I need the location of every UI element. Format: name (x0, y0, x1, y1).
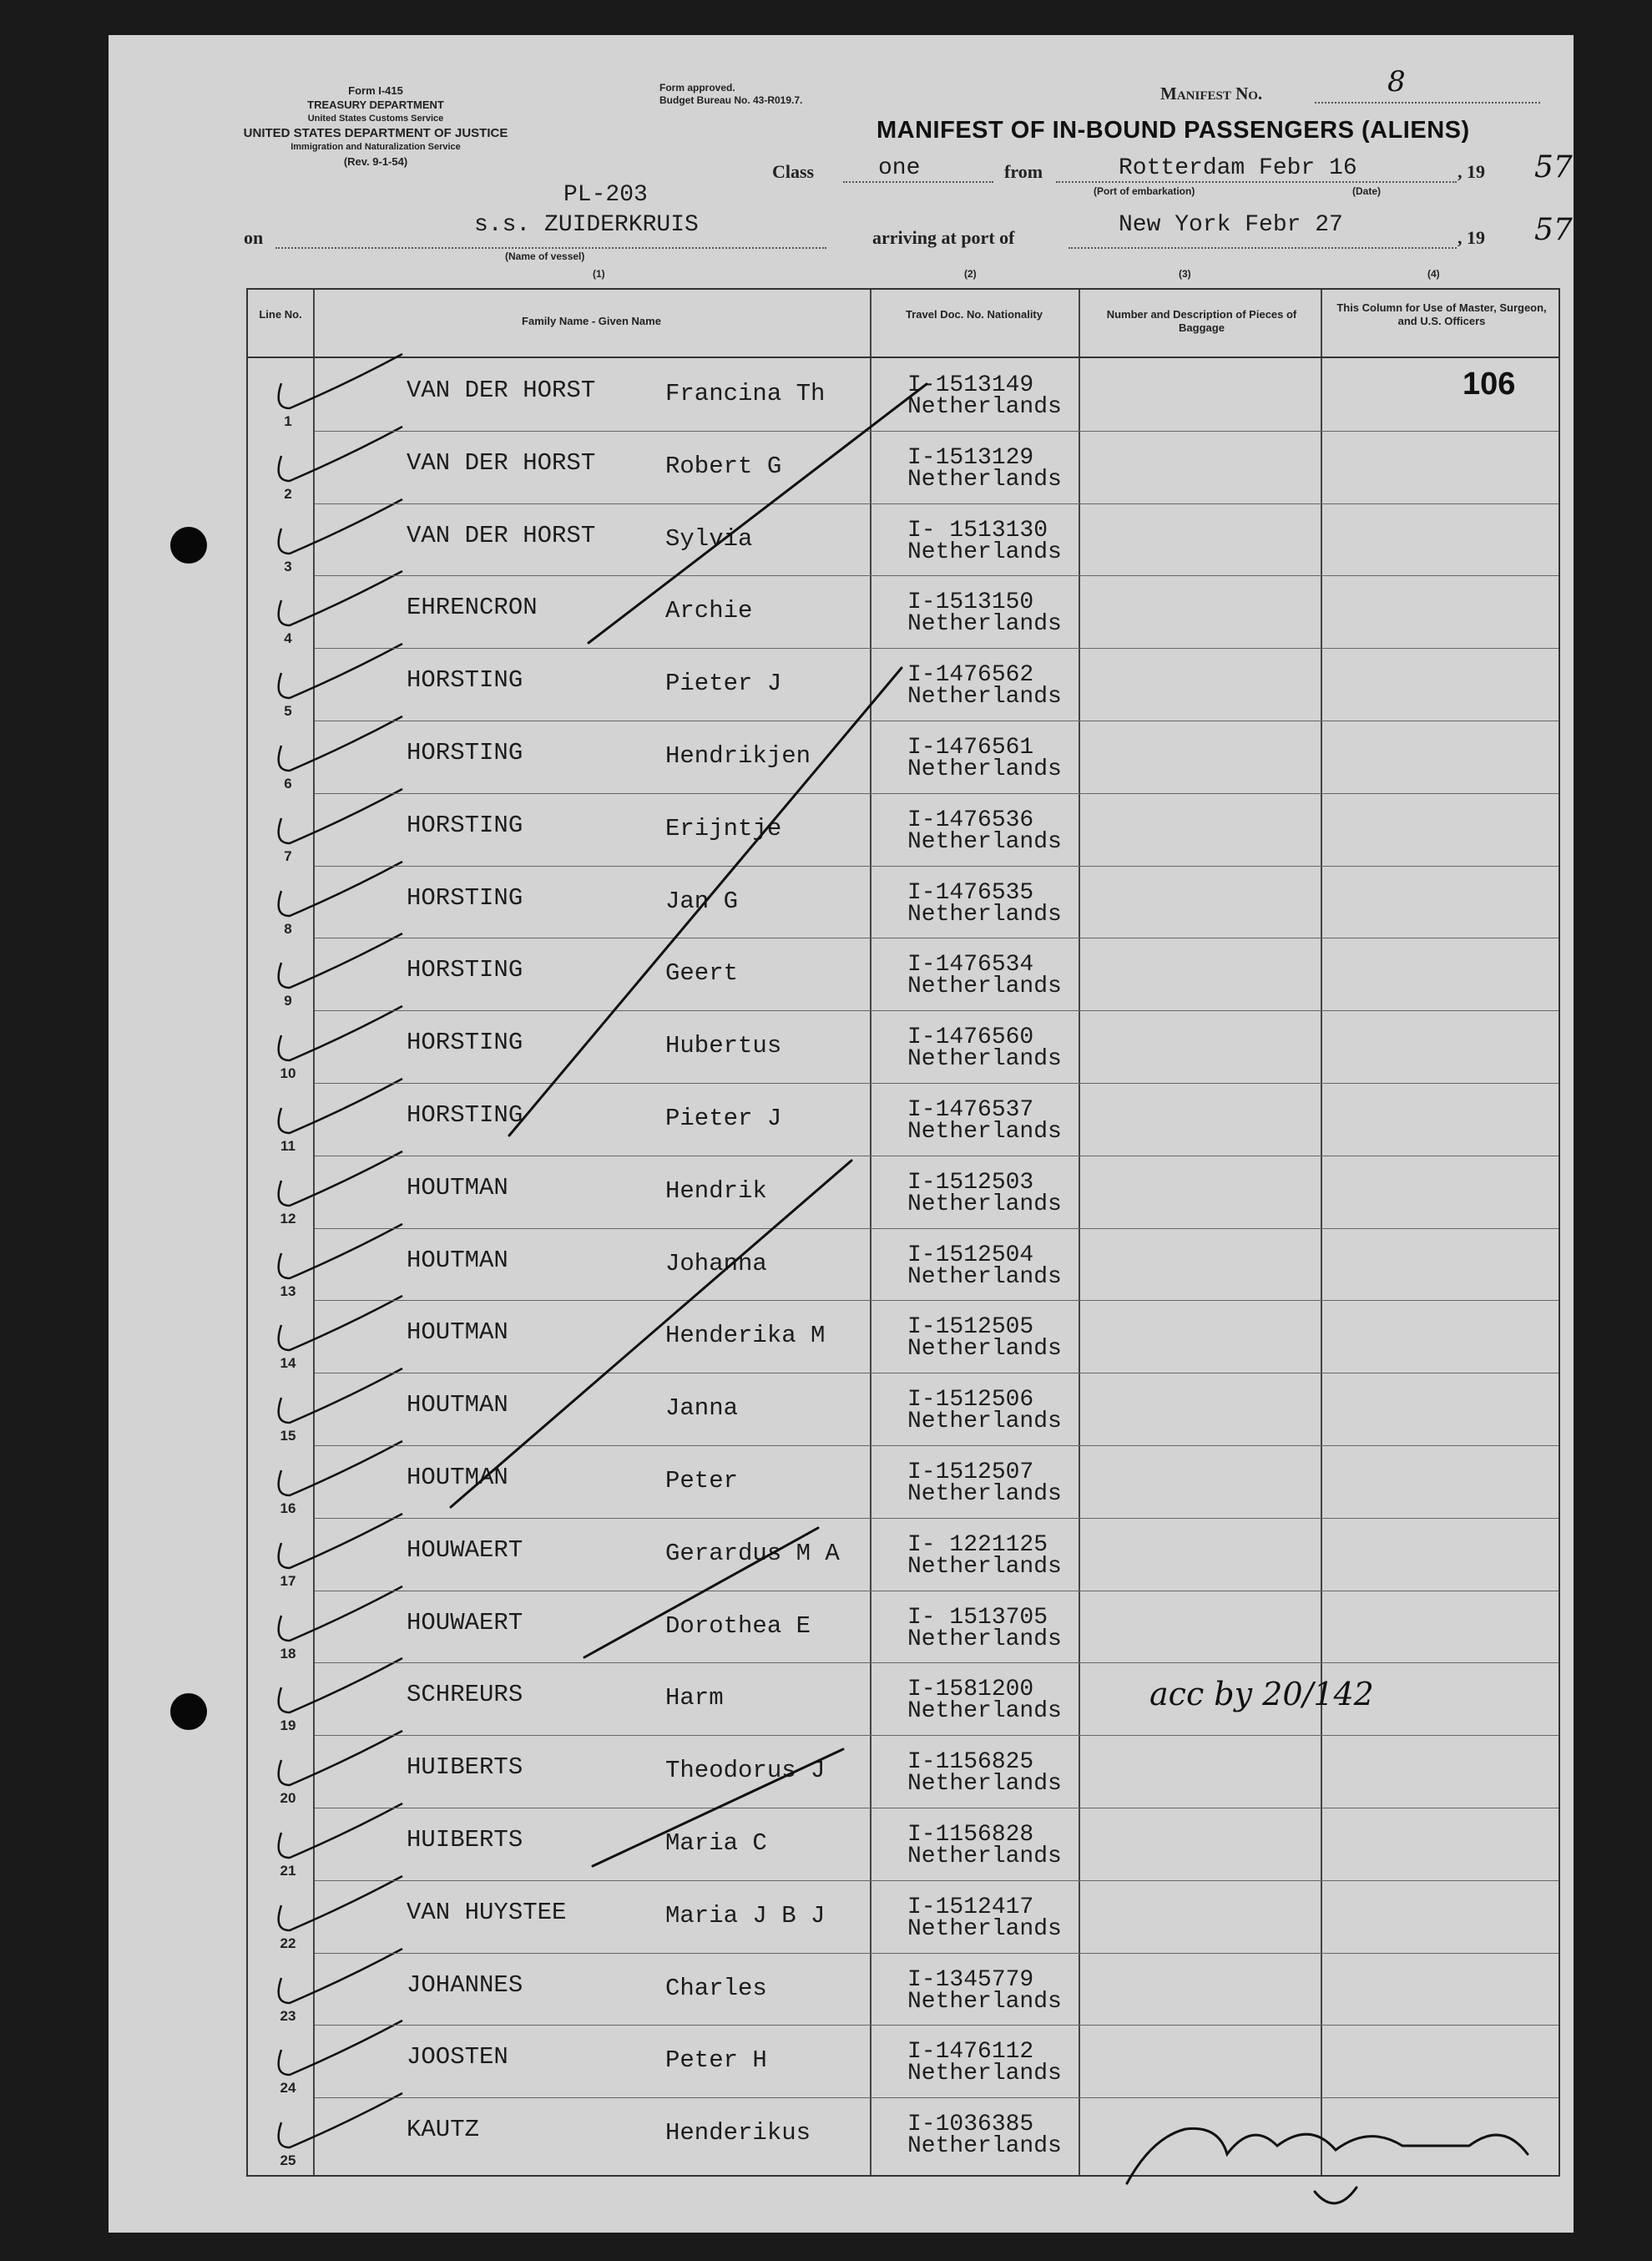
family-name: HOUTMAN (407, 1391, 508, 1419)
family-name: HORSTING (407, 811, 523, 839)
given-name: Pieter J (665, 670, 782, 698)
strike-line-d (584, 1528, 818, 1657)
column-number-3: (3) (1179, 268, 1191, 280)
line-number: 3 (284, 558, 292, 574)
nationality: Netherlands (907, 1263, 1062, 1290)
given-name: Peter H (665, 2046, 767, 2075)
document-number: I-1476537 (907, 1097, 1034, 1123)
line-number: 23 (280, 2007, 296, 2024)
given-name: Geert (665, 959, 739, 988)
header-baggage: Number and Description of Pieces of Baggage (1106, 308, 1297, 334)
document-number: I- 1513705 (907, 1604, 1048, 1631)
given-name: Hendrikjen (665, 742, 811, 770)
given-name: Peter (665, 1467, 739, 1495)
document-number: I-1512503 (907, 1169, 1034, 1196)
line-number: 4 (284, 630, 292, 647)
baggage-note: acc by 20/142 (1149, 1676, 1374, 1713)
family-name: HOUTMAN (407, 1464, 508, 1491)
class-value: one (878, 155, 921, 181)
nationality: Netherlands (907, 901, 1062, 928)
immigration-service: Immigration and Naturalization Service (290, 142, 461, 152)
voyage-code: PL-203 (563, 182, 648, 208)
given-name: Francina Th (665, 380, 826, 407)
family-name: VAN DER HORST (407, 448, 596, 477)
departure-year: 57 (1534, 150, 1573, 185)
line-number: 16 (280, 1500, 296, 1516)
given-name: Henderika M (665, 1322, 826, 1350)
family-name: HOUTMAN (407, 1246, 508, 1274)
family-name: HOUTMAN (407, 1173, 508, 1201)
on-label: on (244, 227, 264, 248)
nationality: Netherlands (907, 1771, 1062, 1798)
given-name: Robert G (665, 452, 782, 480)
document-number: I-1476562 (907, 662, 1034, 689)
line-number: 8 (284, 920, 292, 937)
family-name: JOOSTEN (407, 2043, 508, 2071)
nationality: Netherlands (907, 1844, 1062, 1869)
family-name: HUIBERTS (407, 1753, 523, 1782)
line-number: 25 (280, 2152, 296, 2169)
given-name: Theodorus J (665, 1757, 826, 1785)
line-number: 17 (280, 1572, 296, 1589)
line-number: 22 (280, 1935, 296, 1951)
arrival-port: New York Febr 27 (1119, 212, 1343, 238)
nationality: Netherlands (907, 1191, 1062, 1217)
form-approved: Form approved. (659, 82, 735, 94)
line-number: 11 (280, 1138, 296, 1154)
column-number-1: (1) (593, 268, 605, 280)
line-number: 10 (280, 1065, 296, 1082)
line-number: 5 (284, 703, 292, 720)
nationality: Netherlands (907, 974, 1062, 1000)
nationality: Netherlands (907, 1409, 1062, 1435)
given-name: Dorothea E (665, 1611, 811, 1640)
family-name: JOHANNES (407, 1970, 523, 1999)
document-number: I-1513129 (907, 444, 1034, 471)
header-name: Family Name - Given Name (522, 315, 661, 327)
family-name: HUIBERTS (407, 1826, 523, 1854)
document-number: I- 1513130 (907, 517, 1048, 544)
nationality: Netherlands (907, 684, 1062, 711)
family-name: KAUTZ (407, 2116, 480, 2144)
document-number: I-1512505 (907, 1314, 1034, 1341)
nationality: Netherlands (907, 2061, 1062, 2087)
nationality: Netherlands (907, 1046, 1062, 1073)
document-number: I-1512507 (907, 1459, 1034, 1485)
line-number: 24 (280, 2080, 296, 2097)
line-number: 18 (280, 1645, 296, 1662)
family-name: HORSTING (407, 739, 523, 766)
port-caption: (Port of embarkation) (1094, 185, 1195, 197)
from-label: from (1004, 161, 1043, 182)
family-name: HORSTING (407, 1101, 523, 1129)
given-name: Jan G (665, 887, 739, 915)
family-name: HOUWAERT (407, 1608, 523, 1636)
line-number: 7 (284, 847, 292, 864)
family-name: HOUTMAN (407, 1318, 508, 1347)
nationality: Netherlands (907, 756, 1062, 782)
document-number: I-1581200 (907, 1677, 1034, 1703)
nationality: Netherlands (907, 1915, 1062, 1942)
strike-line-c (451, 1161, 851, 1507)
header-travel-doc: Travel Doc. No. Nationality (906, 308, 1043, 321)
nationality: Netherlands (907, 1626, 1062, 1652)
given-name: Maria J B J (665, 1901, 826, 1930)
given-name: Archie (665, 597, 753, 625)
document-number: I-1345779 (907, 1966, 1034, 1993)
document-number: I-1512417 (907, 1894, 1034, 1920)
line-number: 14 (280, 1355, 296, 1372)
departure-year-prefix: , 19 (1457, 161, 1485, 182)
column-number-4: (4) (1427, 268, 1440, 280)
vessel-name: s.s. ZUIDERKRUIS (474, 212, 699, 238)
document-number: I-1156825 (907, 1749, 1034, 1776)
officer-signature (1127, 2128, 1528, 2183)
line-number: 20 (280, 1790, 296, 1807)
line-number: 2 (284, 485, 292, 502)
officer-note: 106 (1463, 367, 1516, 402)
given-name: Johanna (665, 1249, 767, 1277)
form-revision: (Rev. 9-1-54) (343, 155, 408, 168)
nationality: Netherlands (907, 828, 1062, 855)
strike-line-b (509, 668, 902, 1136)
document-number: I-1476535 (907, 879, 1034, 906)
signature-flourish (1315, 2188, 1356, 2203)
arriving-label: arriving at port of (872, 227, 1015, 248)
family-name: SCHREURS (407, 1681, 523, 1709)
date-caption: (Date) (1352, 185, 1382, 197)
class-label: Class (772, 161, 815, 182)
strike-line-a (589, 384, 927, 643)
nationality: Netherlands (907, 2133, 1062, 2160)
from-value: Rotterdam Febr 16 (1119, 155, 1357, 181)
arrival-year-prefix: , 19 (1457, 227, 1485, 248)
customs-service: United States Customs Service (307, 114, 444, 124)
treasury-department: TREASURY DEPARTMENT (307, 99, 444, 111)
manifest-title: MANIFEST OF IN-BOUND PASSENGERS (ALIENS) (877, 117, 1470, 144)
line-number: 9 (284, 993, 292, 1009)
form-number: Form I-415 (348, 84, 403, 97)
line-number: 13 (280, 1282, 296, 1299)
document-number: I-1512506 (907, 1387, 1034, 1414)
document-number: I-1512504 (907, 1242, 1034, 1268)
family-name: VAN HUYSTEE (407, 1898, 567, 1926)
document-number: I-1476560 (907, 1024, 1034, 1051)
budget-bureau-number: Budget Bureau No. 43-R019.7. (659, 94, 803, 106)
header-line-no: Line No. (259, 308, 302, 321)
nationality: Netherlands (907, 611, 1062, 638)
manifest-number: 8 (1387, 65, 1406, 99)
nationality: Netherlands (907, 394, 1062, 420)
document-number: I-1476534 (907, 952, 1034, 979)
document-number: I- 1221125 (907, 1531, 1048, 1558)
arrival-year: 57 (1534, 213, 1573, 247)
given-name: Janna (665, 1394, 739, 1423)
document-number: I-1156828 (907, 1822, 1034, 1848)
nationality: Netherlands (907, 1336, 1062, 1363)
nationality: Netherlands (907, 1988, 1062, 2015)
nationality: Netherlands (907, 1119, 1062, 1145)
nationality: Netherlands (907, 466, 1062, 493)
nationality: Netherlands (907, 539, 1062, 565)
document-number: I-1036385 (907, 2112, 1034, 2138)
given-name: Erijntje (665, 814, 782, 842)
given-name: Harm (665, 1684, 724, 1712)
given-name: Gerardus M A (665, 1539, 840, 1567)
family-name: VAN DER HORST (407, 521, 596, 549)
given-name: Charles (665, 1974, 767, 2002)
header-officers: This Column for Use of Master, Surgeon, and U.S. Officers (1336, 301, 1547, 327)
vessel-caption: (Name of vessel) (505, 250, 585, 262)
given-name: Hubertus (665, 1032, 782, 1060)
column-number-2: (2) (964, 268, 977, 280)
given-name: Maria C (665, 1829, 767, 1857)
line-number: 6 (284, 776, 292, 792)
line-number: 19 (280, 1717, 296, 1734)
line-number: 1 (284, 413, 292, 429)
family-name: HORSTING (407, 1029, 523, 1057)
family-name: HORSTING (407, 666, 523, 695)
nationality: Netherlands (907, 1698, 1062, 1725)
nationality: Netherlands (907, 1481, 1062, 1507)
document-number: I-1513149 (907, 372, 1034, 398)
line-number: 12 (280, 1210, 296, 1227)
given-name: Henderikus (665, 2119, 811, 2147)
line-number: 15 (280, 1428, 296, 1444)
nationality: Netherlands (907, 1553, 1062, 1580)
document-number: I-1476561 (907, 735, 1034, 761)
manifest-number-label: Manifest No. (1160, 83, 1263, 104)
family-name: HOUWAERT (407, 1535, 523, 1564)
strike-line-e (593, 1749, 843, 1866)
line-number: 21 (280, 1863, 296, 1879)
department-of-justice: UNITED STATES DEPARTMENT OF JUSTICE (243, 126, 508, 140)
family-name: VAN DER HORST (407, 377, 596, 404)
given-name: Hendrik (665, 1176, 767, 1205)
family-name: HORSTING (407, 956, 523, 984)
document-number: I-1513150 (907, 589, 1034, 616)
family-name: EHRENCRON (407, 594, 538, 622)
document-number: I-1476112 (907, 2039, 1034, 2066)
given-name: Pieter J (665, 1105, 782, 1132)
family-name: HORSTING (407, 883, 523, 912)
document-number: I-1476536 (907, 807, 1034, 833)
given-name: Sylvia (665, 524, 753, 553)
